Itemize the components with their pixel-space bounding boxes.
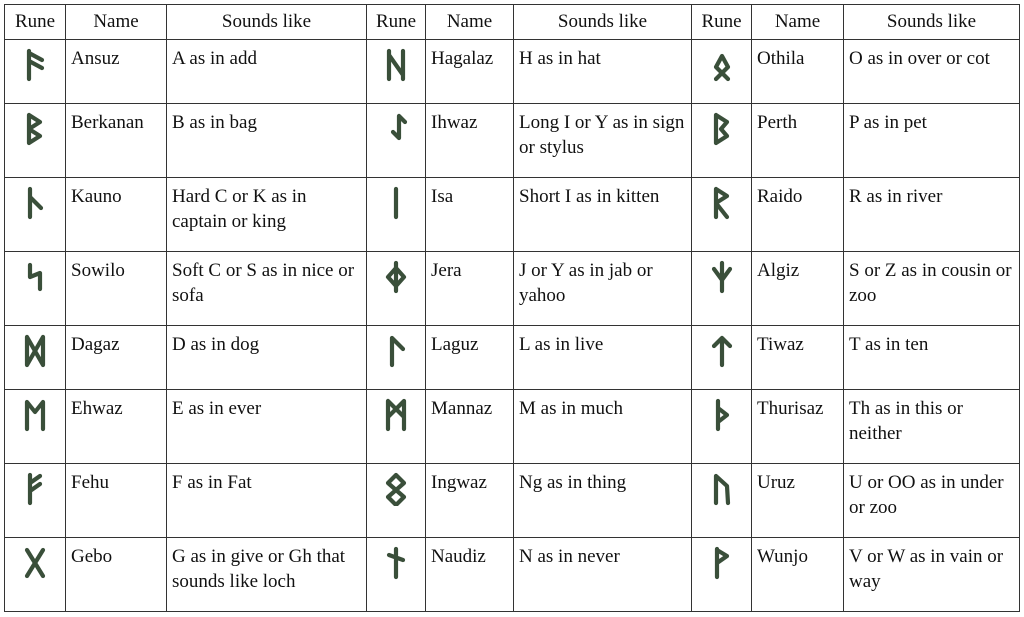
rune-name: Mannaz [426, 389, 514, 463]
rune-cell [367, 389, 426, 463]
rune-sound: D as in dog [167, 325, 367, 389]
rune-header: Rune [5, 5, 66, 40]
table-row [5, 103, 1020, 177]
rune-sound: G as in give or Gh that sounds like loch [167, 537, 367, 611]
rune-sound: Soft C or S as in nice or sofa [167, 251, 367, 325]
rune-sound: O as in over or cot [844, 40, 1020, 104]
rune-sound: B as in bag [167, 103, 367, 177]
isa-rune-icon [383, 186, 409, 220]
rune-sound: Hard C or K as in captain or king [167, 177, 367, 251]
rune-sound: A as in add [167, 40, 367, 104]
rune-sound: Ng as in thing [514, 463, 692, 537]
rune-cell [692, 251, 752, 325]
rune-name: Isa [426, 177, 514, 251]
rune-header: Rune [692, 5, 752, 40]
rune-name: Uruz [752, 463, 844, 537]
header-row [5, 5, 1020, 40]
dagaz-rune-icon [22, 334, 48, 368]
rune-sound: Th as in this or neither [844, 389, 1020, 463]
rune-cell [692, 537, 752, 611]
rune-name: Wunjo [752, 537, 844, 611]
laguz-rune-icon [383, 334, 409, 368]
rune-table [4, 4, 1020, 612]
sounds-like-header: Sounds like [167, 5, 367, 40]
rune-cell [5, 537, 66, 611]
name-header: Name [66, 5, 167, 40]
ingwaz-rune-icon [383, 472, 409, 506]
rune-sound: E as in ever [167, 389, 367, 463]
name-header: Name [752, 5, 844, 40]
rune-name: Tiwaz [752, 325, 844, 389]
rune-sound: T as in ten [844, 325, 1020, 389]
rune-name: Berkanan [66, 103, 167, 177]
rune-cell [367, 325, 426, 389]
rune-sound: H as in hat [514, 40, 692, 104]
rune-name: Ansuz [66, 40, 167, 104]
sounds-like-header: Sounds like [514, 5, 692, 40]
rune-cell [5, 251, 66, 325]
rune-sound: P as in pet [844, 103, 1020, 177]
rune-sound: N as in never [514, 537, 692, 611]
mannaz-rune-icon [383, 398, 409, 432]
rune-name: Kauno [66, 177, 167, 251]
perth-rune-icon [709, 112, 735, 146]
rune-cell [5, 325, 66, 389]
berkanan-rune-icon [22, 112, 48, 146]
rune-name: Sowilo [66, 251, 167, 325]
rune-cell [692, 325, 752, 389]
sounds-like-header: Sounds like [844, 5, 1020, 40]
rune-cell [692, 177, 752, 251]
table-row [5, 177, 1020, 251]
rune-name: Ehwaz [66, 389, 167, 463]
rune-sound: R as in river [844, 177, 1020, 251]
rune-cell [5, 40, 66, 104]
rune-sound: F as in Fat [167, 463, 367, 537]
algiz-rune-icon [709, 260, 735, 294]
rune-header: Rune [367, 5, 426, 40]
rune-name: Hagalaz [426, 40, 514, 104]
table-row [5, 389, 1020, 463]
kauno-rune-icon [22, 186, 48, 220]
naudiz-rune-icon [383, 546, 409, 580]
rune-name: Ihwaz [426, 103, 514, 177]
rune-name: Perth [752, 103, 844, 177]
rune-name: Thurisaz [752, 389, 844, 463]
rune-cell [692, 389, 752, 463]
rune-sound: Short I as in kitten [514, 177, 692, 251]
rune-sound: S or Z as in cousin or zoo [844, 251, 1020, 325]
table-row [5, 537, 1020, 611]
rune-cell [367, 463, 426, 537]
name-header: Name [426, 5, 514, 40]
rune-name: Algiz [752, 251, 844, 325]
rune-cell [5, 463, 66, 537]
tiwaz-rune-icon [709, 334, 735, 368]
rune-cell [367, 251, 426, 325]
rune-sound: Long I or Y as in sign or stylus [514, 103, 692, 177]
ansuz-rune-icon [22, 48, 48, 82]
rune-name: Ingwaz [426, 463, 514, 537]
rune-cell [5, 103, 66, 177]
rune-name: Othila [752, 40, 844, 104]
rune-name: Jera [426, 251, 514, 325]
thurisaz-rune-icon [709, 398, 735, 432]
table-row [5, 325, 1020, 389]
rune-cell [692, 40, 752, 104]
rune-name: Fehu [66, 463, 167, 537]
jera-rune-icon [383, 260, 409, 294]
rune-cell [367, 177, 426, 251]
rune-cell [367, 40, 426, 104]
rune-table-body [5, 40, 1020, 612]
table-row [5, 463, 1020, 537]
fehu-rune-icon [22, 472, 48, 506]
sowilo-rune-icon [22, 260, 48, 294]
rune-cell [692, 103, 752, 177]
rune-sound: J or Y as in jab or yahoo [514, 251, 692, 325]
raido-rune-icon [709, 186, 735, 220]
rune-name: Raido [752, 177, 844, 251]
ihwaz-rune-icon [383, 112, 409, 146]
rune-sound: L as in live [514, 325, 692, 389]
uruz-rune-icon [709, 472, 735, 506]
rune-sound: V or W as in vain or way [844, 537, 1020, 611]
rune-name: Gebo [66, 537, 167, 611]
rune-name: Naudiz [426, 537, 514, 611]
wunjo-rune-icon [709, 546, 735, 580]
rune-sound: U or OO as in under or zoo [844, 463, 1020, 537]
table-row [5, 40, 1020, 104]
gebo-rune-icon [22, 546, 48, 580]
ehwaz-rune-icon [22, 398, 48, 432]
rune-cell [692, 463, 752, 537]
hagalaz-rune-icon [383, 48, 409, 82]
rune-name: Laguz [426, 325, 514, 389]
table-row [5, 251, 1020, 325]
rune-name: Dagaz [66, 325, 167, 389]
othila-rune-icon [709, 48, 735, 82]
rune-cell [5, 177, 66, 251]
rune-cell [5, 389, 66, 463]
rune-cell [367, 103, 426, 177]
rune-sound: M as in much [514, 389, 692, 463]
rune-cell [367, 537, 426, 611]
